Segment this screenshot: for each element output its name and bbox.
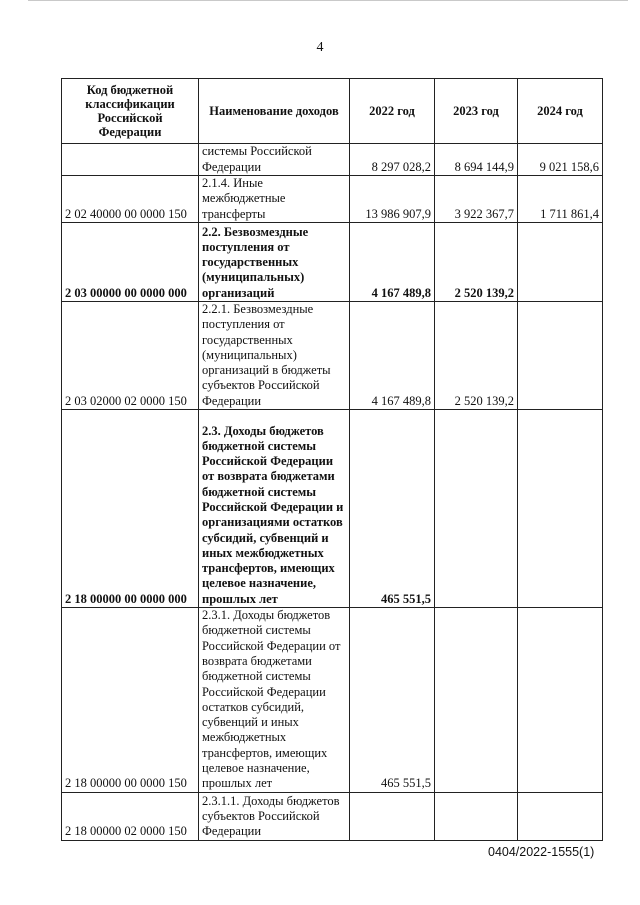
row-code: 2 18 00000 00 0000 000	[62, 410, 199, 608]
table-row	[62, 223, 603, 302]
row-value-2024	[518, 792, 603, 840]
table-row	[62, 410, 603, 608]
row-value-2022: 13 986 907,9	[350, 176, 435, 223]
row-value-2023: 2 520 139,2	[435, 302, 518, 410]
table-row	[62, 176, 603, 223]
row-name: 2.3.1. Доходы бюджетов бюджетной системы Российской Федерации от возврата бюджетами бюджетной системы Российской Федерации остатков субсидий, субвенций и иных межбюджетных трансфертов, имеющих целевое назначение, прошлых лет	[199, 608, 350, 793]
table-row	[62, 608, 603, 793]
row-value-2023	[435, 410, 518, 608]
header-code: Код бюджетной классификации Российской Федерации	[62, 79, 199, 144]
table-header-row	[62, 79, 603, 144]
row-code: 2 02 40000 00 0000 150	[62, 176, 199, 223]
row-value-2022: 8 297 028,2	[350, 144, 435, 176]
row-value-2024	[518, 410, 603, 608]
scan-edge-line	[28, 0, 628, 1]
row-value-2024: 9 021 158,6	[518, 144, 603, 176]
row-value-2023	[435, 608, 518, 793]
document-id: 0404/2022-1555(1)	[488, 845, 595, 859]
row-code: 2 18 00000 00 0000 150	[62, 608, 199, 793]
row-value-2022: 465 551,5	[350, 410, 435, 608]
page-number: 4	[316, 40, 324, 55]
row-name: 2.2. Безвозмездные поступления от государственных (муниципальных) организаций	[199, 223, 350, 302]
row-code: 2 03 00000 00 0000 000	[62, 223, 199, 302]
row-value-2023	[435, 792, 518, 840]
row-value-2022: 4 167 489,8	[350, 302, 435, 410]
row-value-2022: 465 551,5	[350, 608, 435, 793]
row-code	[62, 144, 199, 176]
row-name: системы Российской Федерации	[199, 144, 350, 176]
revenue-table	[61, 78, 603, 841]
row-value-2024	[518, 608, 603, 793]
row-value-2023: 8 694 144,9	[435, 144, 518, 176]
row-name: 2.2.1. Безвозмездные поступления от государственных (муниципальных) организаций в бюджеты субъектов Российской Федерации	[199, 302, 350, 410]
row-code: 2 03 02000 02 0000 150	[62, 302, 199, 410]
row-value-2023: 2 520 139,2	[435, 223, 518, 302]
row-name: 2.3. Доходы бюджетов бюджетной системы Российской Федерации от возврата бюджетами бюджетной системы Российской Федерации и организациями остатков субсидий, субвенций и иных межбюджетных трансфертов, имеющих целевое назначение, прошлых лет	[199, 410, 350, 608]
table-row	[62, 302, 603, 410]
header-2022: 2022 год	[350, 79, 435, 144]
header-name: Наименование доходов	[199, 79, 350, 144]
row-name: 2.3.1.1. Доходы бюджетов субъектов Российской Федерации	[199, 792, 350, 840]
row-value-2024	[518, 223, 603, 302]
header-2023: 2023 год	[435, 79, 518, 144]
row-value-2023: 3 922 367,7	[435, 176, 518, 223]
table-row	[62, 144, 603, 176]
table-row	[62, 792, 603, 840]
row-value-2024: 1 711 861,4	[518, 176, 603, 223]
row-value-2022	[350, 792, 435, 840]
row-value-2024	[518, 302, 603, 410]
header-2024: 2024 год	[518, 79, 603, 144]
row-value-2022: 4 167 489,8	[350, 223, 435, 302]
row-code: 2 18 00000 02 0000 150	[62, 792, 199, 840]
row-name: 2.1.4. Иные межбюджетные трансферты	[199, 176, 350, 223]
